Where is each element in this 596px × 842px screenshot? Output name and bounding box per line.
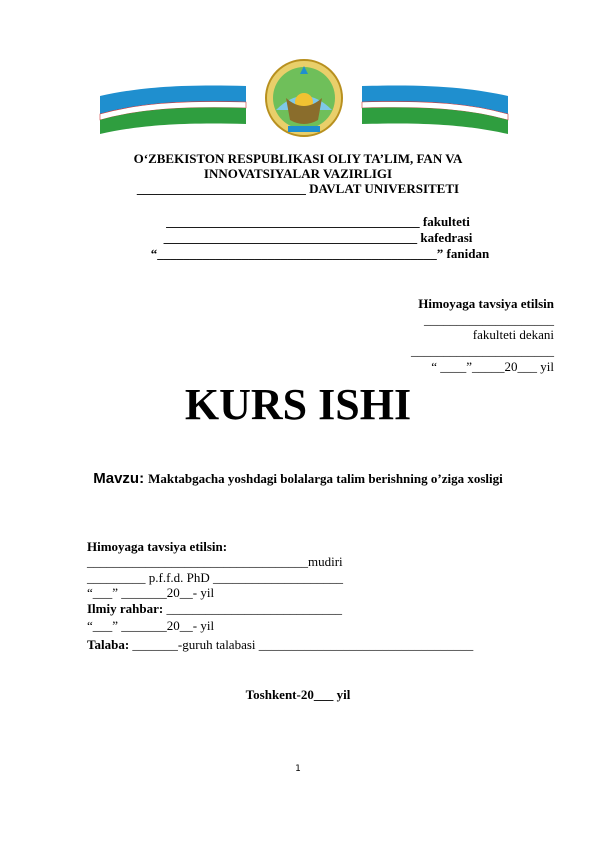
- state-emblem-logo: [96, 58, 512, 138]
- supervisor-blank: ___________________________: [163, 601, 342, 616]
- approval-date-1: “___” _______20__- yil: [87, 585, 215, 600]
- degree-line: _________ p.f.f.d. PhD ____________________: [87, 570, 344, 585]
- left-flag-icon: [100, 85, 246, 134]
- bottom-approval-title: Himoyaga tavsiya etilsin:: [87, 539, 228, 554]
- dean-name-line: ______________________: [411, 343, 554, 358]
- approval-signature-line: ____________________: [424, 312, 554, 327]
- faculty-line: _______________________________________ fakulteti: [166, 214, 470, 229]
- department-line: _______________________________________ kafedrasi: [163, 230, 473, 245]
- university-line: __________________________ DAVLAT UNIVERSITETI: [136, 181, 460, 196]
- page-number: 1: [295, 764, 301, 774]
- subject-line: “___________________________________________” fanidan: [150, 246, 490, 261]
- approval-date-2: “___” _______20__- yil: [87, 618, 215, 633]
- topic-label: Mavzu:: [93, 470, 145, 487]
- head-of-department-line: __________________________________mudiri: [87, 554, 343, 569]
- dean-role-label: fakulteti dekani: [472, 327, 554, 342]
- student-line: [87, 637, 473, 653]
- approval-title: Himoyaga tavsiya etilsin: [418, 296, 554, 311]
- approval-date: “ ____”_____20___ yil: [431, 359, 554, 374]
- topic-line: [0, 470, 596, 488]
- supervisor-line: [87, 601, 342, 617]
- city-year: Toshkent-20___ yil: [245, 687, 351, 702]
- ministry-name-line1: O‘ZBEKISTON RESPUBLIKASI OLIY TA’LIM, FAN VA: [133, 151, 463, 166]
- supervisor-label: Ilmiy rahbar:: [87, 601, 164, 616]
- coat-of-arms-icon: [266, 60, 342, 136]
- ministry-name-line2: INNOVATSIYALAR VAZIRLIGI: [203, 166, 393, 181]
- right-flag-icon: [362, 85, 508, 134]
- document-title: KURS ISHI: [184, 380, 412, 429]
- student-blank: _______-guruh talabasi _________________________________: [129, 637, 474, 652]
- student-label: Talaba:: [87, 637, 130, 652]
- topic-text: Maktabgacha yoshdagi bolalarga talim berishning o’ziga xosligi: [148, 471, 503, 486]
